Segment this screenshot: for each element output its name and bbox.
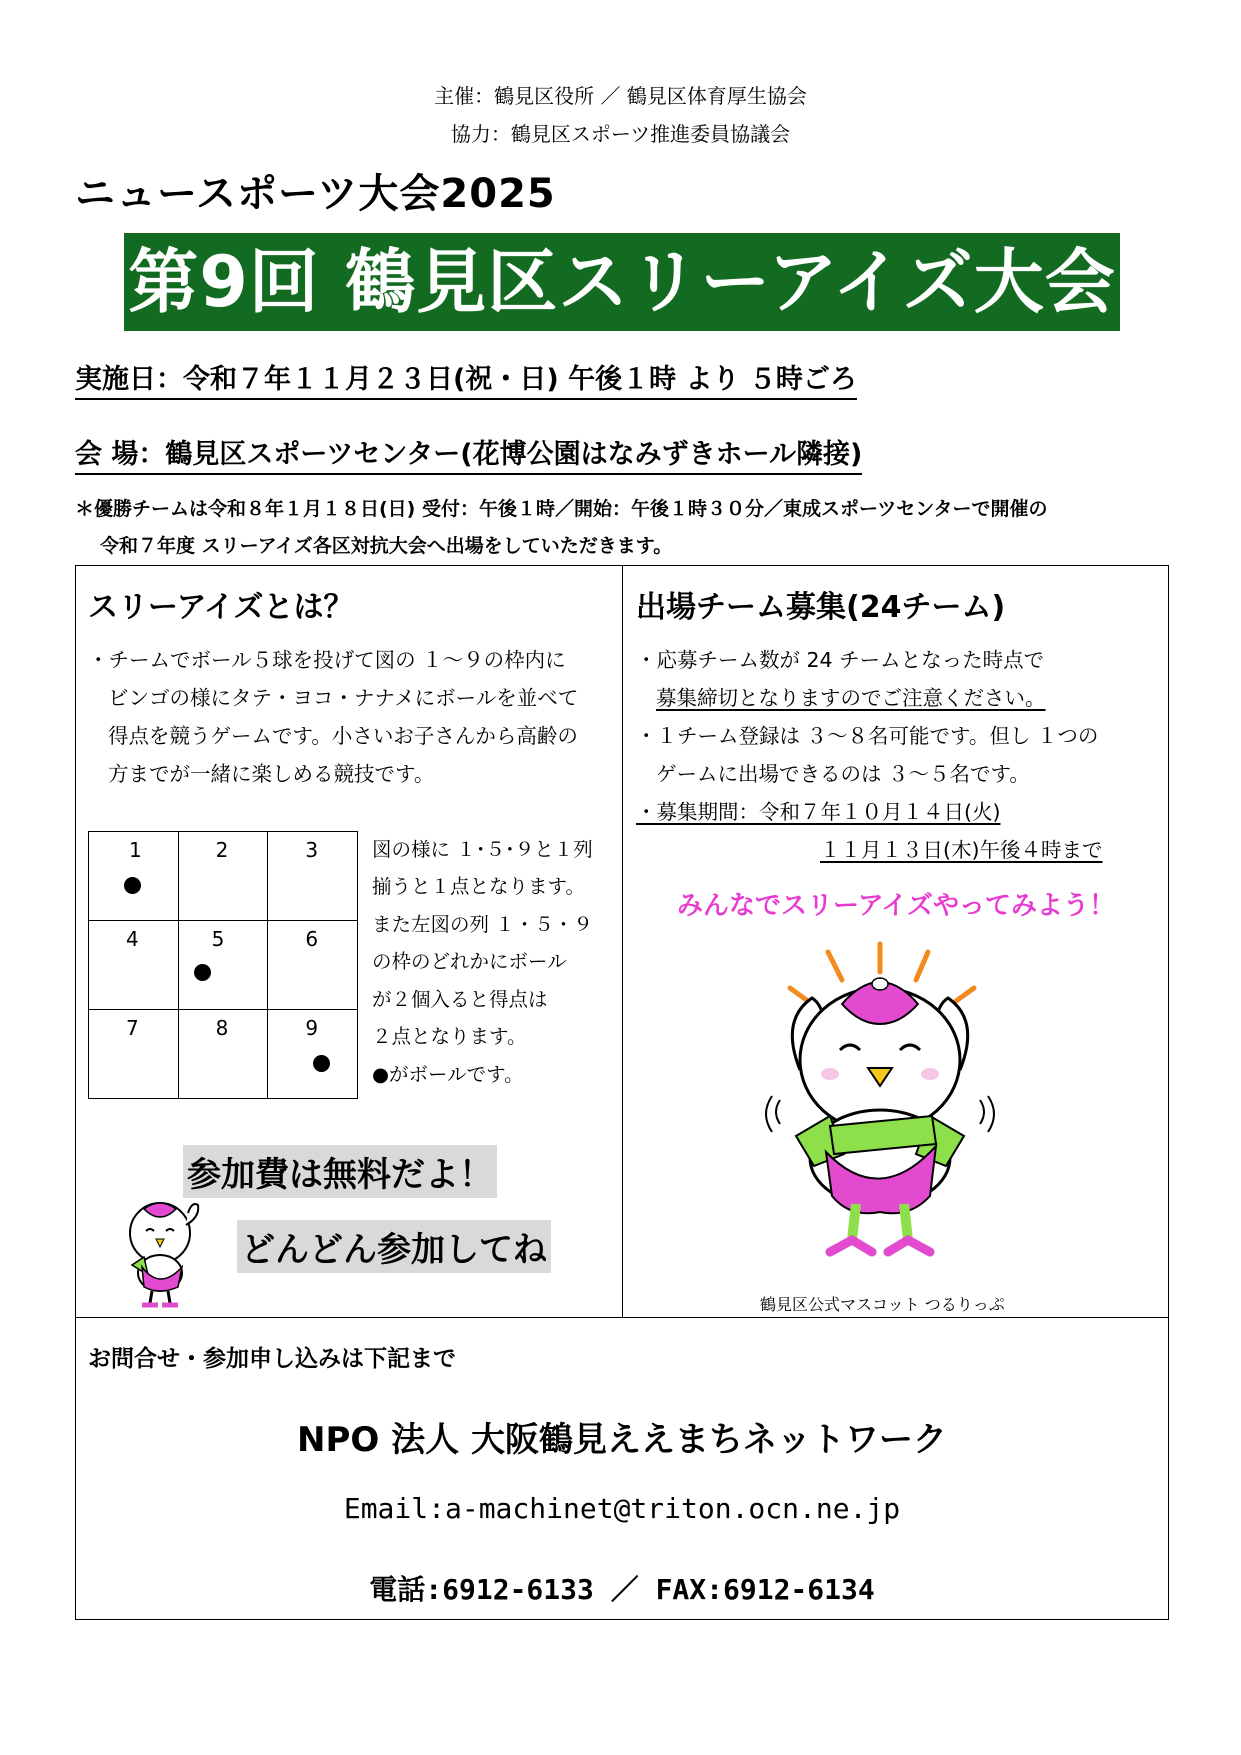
recruit-text-line (656, 679, 1046, 717)
rule-text-line: 揃うと１点となります。 (372, 875, 585, 898)
recruit-heading: 出場チーム募集(24チーム) (636, 590, 1006, 625)
ball-icon (313, 1055, 330, 1072)
cooperation-line: 協力：鶴見区スポーツ推進委員協議会 (450, 122, 791, 146)
period-end: １１月１３日(木)午後４時まで (820, 838, 1103, 862)
rule-text-line: ２点となります。 (372, 1025, 527, 1048)
recruit-text-line: ゲームに出場できるのは ３～５名です。 (656, 762, 1030, 786)
grid-cell-number: 3 (305, 838, 319, 862)
mascot-caption: 鶴見区公式マスコット つるりっぷ (760, 1295, 1005, 1314)
ball-icon (124, 877, 141, 894)
free-fee-badge: 参加費は無料だよ！ (183, 1145, 497, 1198)
rule-text-line: ●がボールです。 (372, 1063, 524, 1086)
rule-text-line: の枠のどれかにボール (372, 950, 567, 973)
grid-cell-number: 7 (126, 1016, 139, 1040)
contact-org-name: NPO 法人 大阪鶴見ええまちネットワーク (297, 1420, 947, 1460)
mascot-small-icon (118, 1195, 208, 1313)
period-start: ・募集期間：令和７年１０月１４日(火) (636, 800, 1001, 824)
deadline-text: 募集締切となりますのでご注意ください。 (656, 686, 1046, 710)
rule-text-line: が２個入ると得点は (372, 988, 548, 1011)
grid-cell (178, 832, 268, 921)
contact-heading: お問合せ・参加申し込みは下記まで (88, 1346, 456, 1372)
winner-note-line-2: 令和７年度 スリーアイズ各区対抗大会へ出場をしていただきます。 (100, 535, 673, 557)
contact-phone: 電話:6912-6133 ／ FAX:6912-6134 (369, 1573, 875, 1606)
join-invite-badge: どんどん参加してね (237, 1220, 551, 1273)
event-date: 実施日：令和７年１１月２３日(祝・日) 午後１時 より ５時ごろ (75, 357, 857, 400)
column-divider (622, 565, 623, 1317)
rule-text-line: 図の様に １･５･９と１列 (372, 838, 593, 861)
event-venue: 会 場：鶴見区スポーツセンター(花博公園はなみずきホール隣接) (75, 432, 862, 475)
grid-cell (89, 921, 179, 1010)
grid-cell-number: 6 (305, 927, 319, 951)
about-text-line: 方までが一緒に楽しめる競技です。 (108, 762, 435, 786)
rule-text-line: また左図の列 １・５・９ (372, 913, 593, 936)
about-text-line: ・チームでボール５球を投げて図の １～９の枠内に (88, 648, 566, 672)
slogan-text: みんなでスリーアイズやってみよう！ (676, 891, 1116, 921)
mascot-tsururippu-icon (760, 940, 1020, 1282)
event-title: 第9回 鶴見区スリーアイズ大会 (128, 241, 1116, 323)
recruit-text-line: ・応募チーム数が 24 チームとなった時点で (636, 648, 1045, 672)
about-text-line: ビンゴの様にタテ・ヨコ・ナナメにボールを並べて (108, 686, 579, 710)
grid-cell-number: 5 (211, 927, 225, 951)
recruit-text-line: ・１チーム登録は ３～８名可能です。但し １つの (636, 724, 1099, 748)
about-heading: スリーアイズとは？ (88, 590, 354, 625)
three-eyes-grid (88, 831, 358, 1099)
contact-email[interactable]: Email:a-machinet@triton.ocn.ne.jp (343, 1492, 901, 1525)
winner-note-line-1: ＊優勝チームは令和８年１月１８日(日) 受付：午後１時／開始：午後１時３０分／東成スポーツセンターで開催の (75, 498, 1048, 520)
grid-cell-number: 2 (215, 838, 229, 862)
grid-cell-number: 8 (215, 1016, 229, 1040)
grid-cell (89, 1010, 179, 1099)
grid-cell-number: 4 (126, 927, 139, 951)
grid-cell-number: 1 (129, 838, 142, 862)
organizer-line: 主催：鶴見区役所 ／ 鶴見区体育厚生協会 (434, 84, 807, 108)
about-text-line: 得点を競うゲームです。小さいお子さんから高齢の (108, 724, 578, 748)
grid-cell (178, 921, 268, 1010)
event-series-title: ニュースポーツ大会2025 (75, 171, 556, 217)
grid-cell (89, 832, 179, 921)
contact-divider (75, 1317, 1169, 1318)
grid-cell-number: 9 (305, 1016, 319, 1040)
grid-cell (178, 1010, 268, 1099)
grid-cell (268, 921, 358, 1010)
grid-cell (268, 1010, 358, 1099)
recruit-text-line (636, 793, 1001, 831)
ball-icon (194, 964, 211, 981)
recruit-text-line (820, 831, 1103, 869)
grid-cell (268, 832, 358, 921)
